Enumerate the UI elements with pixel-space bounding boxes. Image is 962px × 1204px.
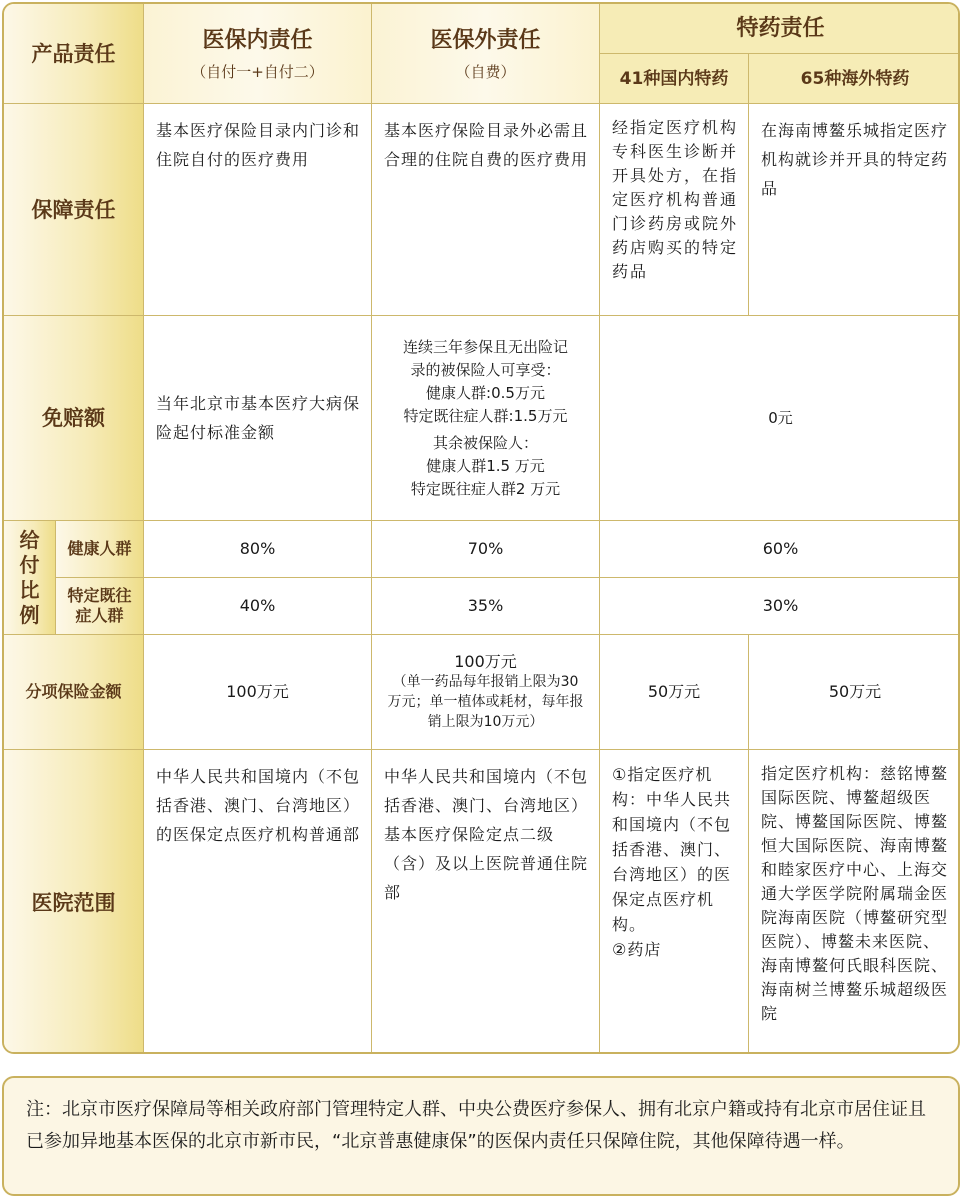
- ratio-value: 70%: [467, 539, 504, 558]
- sum-inner: [144, 635, 372, 750]
- header-inner-sub: （自付一+自付二）: [191, 62, 324, 81]
- deductible-line: 健康人群:0.5万元: [426, 383, 545, 402]
- hospital-outer-text: 中华人民共和国境内（不包括香港、澳门、台湾地区）基本医疗保险定点二级（含）及以上医院普通住院部: [384, 767, 589, 902]
- footnote-text: 注：北京市医疗保障局等相关政府部门管理特定人群、中央公费医疗参保人、拥有北京户籍或持有北京市居住证且已参加异地基本医保的北京市新市民，“北京普惠健康保”的医保内责任只保障住院，其他保障待遇一样。: [26, 1099, 926, 1152]
- sum-label: 分项保险金额: [25, 682, 122, 701]
- ratio-preexisting-outer: [372, 578, 600, 635]
- row-label-coverage: [4, 104, 144, 316]
- ratio-preexisting-text: 特定既往症人群: [67, 586, 132, 625]
- ratio-preexisting-inner: [144, 578, 372, 635]
- coverage-inner: [144, 104, 372, 316]
- hospital-inner: [144, 750, 372, 1054]
- row-label-deductible: [4, 316, 144, 521]
- header-outer-title: 医保外责任: [430, 27, 541, 53]
- header-product-label: 产品责任: [31, 41, 116, 66]
- deductible-line: 健康人群1.5 万元: [426, 456, 545, 475]
- sum-domestic-value: 50万元: [647, 682, 701, 701]
- header-domestic-label: 41种国内特药: [619, 68, 729, 89]
- ratio-healthy-inner: [144, 521, 372, 578]
- sum-inner-value: 100万元: [226, 682, 289, 701]
- header-inner-title: 医保内责任: [202, 27, 313, 53]
- ratio-healthy-label: [56, 521, 144, 578]
- coverage-outer-text: 基本医疗保险目录外必需且合理的住院自费的医疗费用: [384, 121, 589, 169]
- sum-outer-note: （单一药品每年报销上限为30万元；单一植体或耗材，每年报销上限为10万元）: [387, 674, 584, 730]
- hospital-domestic: [600, 750, 749, 1054]
- coverage-overseas: [749, 104, 960, 316]
- coverage-domestic-text: 经指定医疗机构专科医生诊断并开具处方，在指定医疗机构普通门诊药房或院外药店购买的特定药品: [612, 118, 739, 281]
- header-special: [600, 4, 960, 54]
- deductible-inner-text: 当年北京市基本医疗大病保险起付标准金额: [156, 394, 361, 442]
- coverage-overseas-text: 在海南博鳌乐城指定医疗机构就诊并开具的特定药品: [761, 121, 949, 198]
- hospital-inner-text: 中华人民共和国境内（不包括香港、澳门、台湾地区）的医保定点医疗机构普通部: [156, 767, 361, 844]
- deductible-inner: [144, 316, 372, 521]
- deductible-line: 录的被保险人可享受：: [410, 360, 561, 379]
- deductible-outer: [372, 316, 600, 521]
- coverage-outer: [372, 104, 600, 316]
- ratio-healthy-special: [600, 521, 960, 578]
- coverage-label: 保障责任: [31, 197, 116, 222]
- hospital-overseas: [749, 750, 960, 1054]
- header-inner: [144, 4, 372, 104]
- header-special-domestic: [600, 54, 749, 104]
- hospital-label: 医院范围: [31, 891, 116, 915]
- deductible-special: [600, 316, 960, 521]
- header-product: [4, 4, 144, 104]
- header-outer-sub: （自费）: [455, 62, 516, 81]
- ratio-value: 80%: [239, 539, 276, 558]
- row-label-hospital: [4, 750, 144, 1054]
- hospital-outer: [372, 750, 600, 1054]
- ratio-value: 35%: [467, 596, 504, 615]
- deductible-label: 免赔额: [42, 406, 105, 430]
- row-label-sum: [4, 635, 144, 750]
- coverage-table: [2, 2, 960, 1054]
- ratio-label: 给付比例: [19, 527, 40, 627]
- deductible-special-value: 0元: [768, 409, 793, 427]
- deductible-line: 连续三年参保且无出险记: [402, 337, 568, 356]
- ratio-healthy-text: 健康人群: [67, 539, 132, 558]
- ratio-value: 30%: [762, 596, 799, 615]
- sum-overseas: [749, 635, 960, 750]
- header-special-overseas: [749, 54, 960, 104]
- hospital-overseas-text: 指定医疗机构：慈铭博鳌国际医院、博鳌超级医院、博鳌国际医院、博鳌恒大国际医院、海南博鳌和睦家医疗中心、上海交通大学医学院附属瑞金医院海南医院（博鳌研究型医院）、博鳌未来医院、海南博鳌何氏眼科医院、海南树兰博鳌乐城超级医院: [761, 764, 949, 1023]
- hospital-domestic-pharmacy: ②药店: [612, 940, 662, 959]
- sum-outer-value: 100万元: [454, 652, 517, 671]
- deductible-line: 其余被保险人：: [432, 433, 538, 452]
- ratio-preexisting-special: [600, 578, 960, 635]
- ratio-healthy-outer: [372, 521, 600, 578]
- hospital-domestic-text: ①指定医疗机构：中华人民共和国境内（不包括香港、澳门、台湾地区）的医保定点医疗机构。: [612, 765, 732, 934]
- row-label-ratio: [4, 521, 56, 635]
- ratio-value: 40%: [239, 596, 276, 615]
- sum-domestic: [600, 635, 749, 750]
- header-overseas-label: 65种海外特药: [800, 68, 910, 89]
- header-outer: [372, 4, 600, 104]
- header-special-title: 特药责任: [736, 15, 825, 41]
- ratio-preexisting-label: [56, 578, 144, 635]
- sum-overseas-value: 50万元: [828, 682, 882, 701]
- coverage-inner-text: 基本医疗保险目录内门诊和住院自付的医疗费用: [156, 121, 361, 169]
- deductible-line: 特定既往症人群2 万元: [410, 479, 561, 498]
- coverage-domestic: [600, 104, 749, 316]
- sum-outer: [372, 635, 600, 750]
- footnote: [2, 1076, 960, 1196]
- deductible-line: 特定既往症人群:1.5万元: [403, 406, 568, 425]
- ratio-value: 60%: [762, 539, 799, 558]
